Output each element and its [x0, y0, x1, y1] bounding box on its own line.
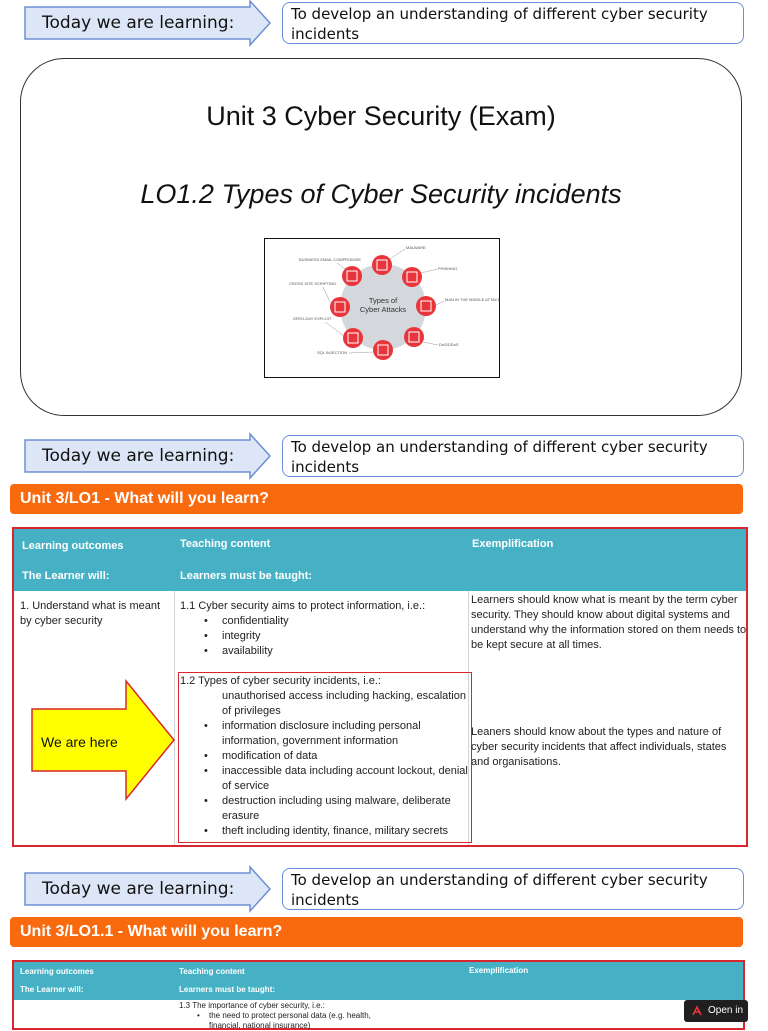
exemplification-1: Learners should know what is meant by the term cyber security. They should know about digital systems and understand why the information stored on them needs to be kept secure at all times. — [471, 594, 747, 651]
phishing-node — [402, 267, 422, 287]
diagram-center-label: Types of — [368, 296, 398, 305]
section-heading: Unit 3/LO1.1 - What will you learn? — [10, 917, 743, 947]
content-1-1 — [180, 599, 465, 659]
list-item: • modification of data — [180, 749, 470, 764]
list-item: information, government information — [222, 735, 399, 747]
learning-objective: To develop an understanding of different cyber security incidents — [282, 868, 744, 910]
col-must-be-taught: Learners must be taught: — [180, 570, 313, 582]
list-item: erasure — [222, 810, 260, 822]
diagram-label: MAN IN THE MIDDLE ATTACK — [445, 297, 501, 302]
content-1-3-intro: 1.3 The importance of cyber security, i.e.: — [179, 1001, 325, 1010]
col-learning-outcomes: Learning outcomes — [20, 967, 94, 976]
col-exemplification: Exemplification — [469, 966, 529, 975]
malware-node — [372, 255, 392, 275]
list-item: • availability — [180, 644, 465, 659]
content-1-2-intro: 1.2 Types of cyber security incidents, i.e.: — [180, 675, 381, 687]
section-heading: Unit 3/LO1 - What will you learn? — [10, 484, 743, 514]
slide-subtitle: LO1.2 Types of Cyber Security incidents — [140, 179, 622, 209]
col-learner-will: The Learner will: — [20, 985, 84, 994]
list-item: of privileges — [222, 705, 281, 717]
sql-node — [373, 340, 393, 360]
diagram-label: ZERO-DAY EXPLOIT — [293, 316, 332, 321]
list-item: of service — [222, 780, 270, 792]
diagram-label: CROSS SITE SCRIPTING — [289, 281, 337, 286]
exemplification-2: Leaners should know about the types and nature of cyber security incidents that affect individuals, states and organisations. — [471, 726, 727, 768]
slide-title: Unit 3 Cyber Security (Exam) — [206, 101, 556, 131]
learning-arrow — [24, 866, 272, 912]
table-header — [14, 962, 743, 1000]
content-1-1-list — [180, 614, 465, 659]
xss-node — [330, 297, 350, 317]
col-teaching-content: Teaching content — [180, 538, 271, 550]
table-header — [14, 529, 746, 591]
diagram-label: BUSINESS EMAIL COMPROMISE — [299, 257, 362, 262]
list-item: • destruction including using malware, deliberate — [180, 794, 470, 809]
list-item: financial, national insurance) — [209, 1021, 311, 1030]
list-item: • confidentiality — [180, 614, 465, 629]
col-teaching-content: Teaching content — [179, 967, 245, 976]
list-item: • inaccessible data including account lockout, denial — [180, 764, 470, 779]
content-1-3 — [179, 1001, 469, 1031]
learning-arrow-label: Today we are learning: — [42, 446, 235, 466]
list-item: • integrity — [180, 629, 465, 644]
col-exemplification: Exemplification — [472, 538, 554, 550]
learning-arrow — [24, 0, 272, 46]
pdf-icon — [691, 1005, 703, 1017]
learning-objective: To develop an understanding of different cyber security incidents — [282, 435, 744, 477]
learning-outcomes-table — [12, 527, 748, 847]
diagram-label: PHISHING — [438, 266, 458, 271]
list-item: • theft including identity, finance, military secrets — [180, 824, 470, 839]
learning-outcomes-table — [12, 960, 745, 1030]
learning-arrow — [24, 433, 272, 479]
content-1-3-list — [179, 1011, 469, 1031]
dos-node — [404, 327, 424, 347]
content-1-2-list — [180, 689, 470, 839]
open-in-button[interactable] — [684, 1000, 748, 1022]
open-in-label: Open in — [708, 1005, 744, 1016]
col-learning-outcomes: Learning outcomes — [22, 540, 124, 552]
list-item: • information disclosure including personal — [180, 719, 470, 734]
svg-text:Cyber Attacks: Cyber Attacks — [359, 305, 407, 314]
learning-arrow-label: Today we are learning: — [42, 879, 235, 899]
learning-strip — [0, 0, 768, 48]
we-are-here-label: We are here — [41, 734, 118, 750]
learning-strip — [0, 433, 768, 481]
title-slide — [20, 58, 742, 416]
diagram-label: SQL INJECTION — [317, 350, 348, 355]
zero-day-node — [343, 328, 363, 348]
cyber-attacks-wheel — [265, 239, 501, 379]
learning-strip — [0, 866, 768, 914]
outcome-cell: 1. Understand what is meant by cyber security — [20, 600, 161, 627]
learning-arrow-label: Today we are learning: — [42, 13, 235, 33]
col-must-be-taught: Learners must be taught: — [179, 985, 276, 994]
learning-objective: To develop an understanding of different cyber security incidents — [282, 2, 744, 44]
diagram-label: DoS/DDoS — [439, 342, 459, 347]
list-item: unauthorised access including hacking, escalation — [222, 690, 466, 702]
mitm-node — [416, 296, 436, 316]
diagram-label: MALWARE — [406, 245, 426, 250]
content-1-1-intro: 1.1 Cyber security aims to protect information, i.e.: — [180, 600, 426, 612]
list-item: • the need to protect personal data (e.g. health, — [179, 1011, 469, 1021]
cyber-attacks-diagram — [264, 238, 500, 378]
col-learner-will: The Learner will: — [22, 570, 110, 582]
content-1-2 — [180, 674, 470, 839]
